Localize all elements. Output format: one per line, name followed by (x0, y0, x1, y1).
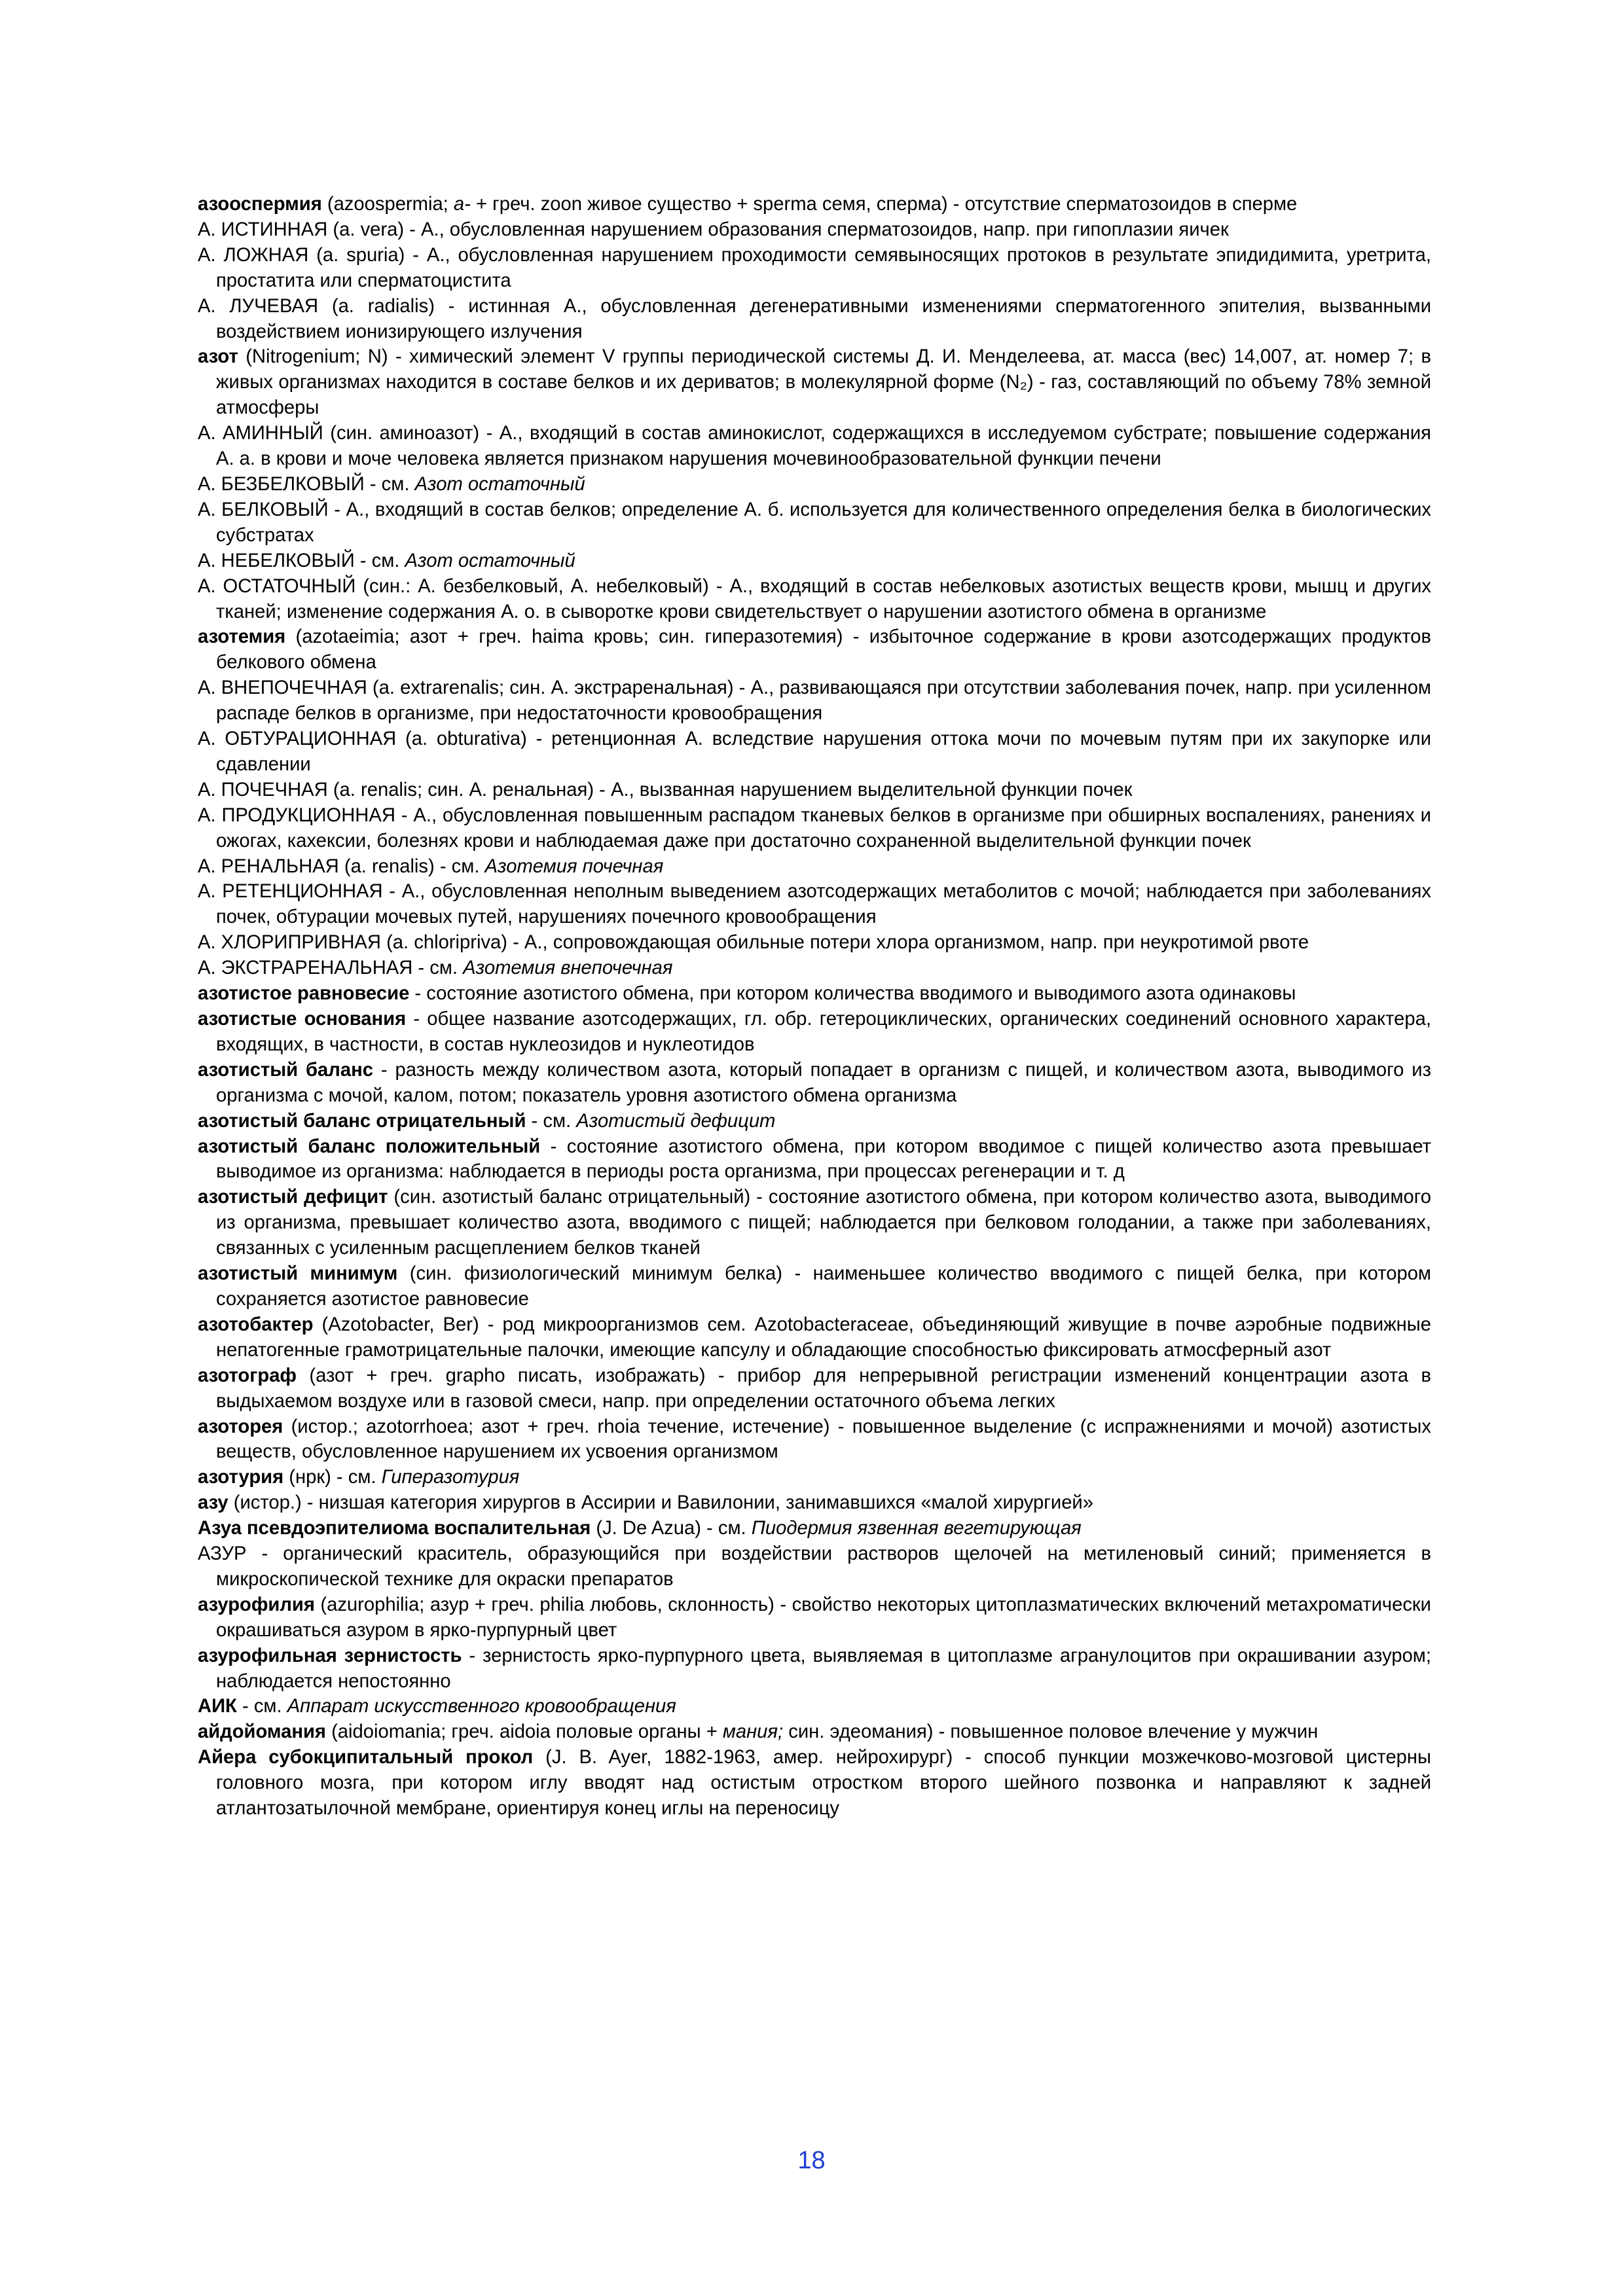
entry-text: (син. азотистый баланс отрицательный) - состояние азотистого обмена, при котором количество азота, выводимого из организма, превышает количество азота, вводимого с пищей; наблюдается при белковом голодании, а также при заболеваниях, связанных с усиленным расщеплением белков тканей (216, 1187, 1431, 1259)
dictionary-entry (198, 981, 1431, 1007)
entry-text: А. ОСТАТОЧНЫЙ (син.: А. безбелковый, А. небелковый) - А., входящий в состав небелковых азотистых веществ крови, мышц и других тканей; изменение содержания А. о. в сыворотке крови свидетельствует о нарушении азотистого обмена в организме (198, 575, 1431, 622)
entry-text: А. ЛОЖНАЯ (a. spuria) - А., обусловленная нарушением проходимости семявыносящих протоков в результате эпидидимита, уретрита, простатита или сперматоцистита (198, 244, 1431, 291)
dictionary-entry (198, 1694, 1431, 1719)
entry-text: А. ПОЧЕЧНАЯ (a. renalis; син. А. ренальная) - А., вызванная нарушением выделительной функции почек (198, 779, 1133, 800)
dictionary-entry (198, 548, 1431, 574)
entry-reference: Азотемия почечная (484, 855, 664, 877)
entry-term: азурофильная зернистость (198, 1645, 462, 1666)
entry-text: (azotaeimia; азот + греч. haima кровь; син. гиперазотемия) - избыточное содержание в крови азотсодержащих продуктов белкового обмена (216, 626, 1431, 673)
entry-term: азотистые основания (198, 1009, 407, 1030)
entry-reference: Азотемия внепочечная (463, 958, 673, 979)
entry-text: АЗУР - органический краситель, образующийся при воздействии растворов щелочей на метиленовый синий; применяется в микроскопической технике для окраски препаратов (198, 1543, 1431, 1590)
entry-term: азотобактер (198, 1314, 314, 1335)
entry-term: азотистый баланс (198, 1059, 373, 1081)
dictionary-entry (198, 1490, 1431, 1516)
entry-reference: а- (453, 194, 471, 215)
entry-term: Айера субокципитальный прокол (198, 1747, 534, 1768)
entry-text: А. ХЛОРИПРИВНАЯ (a. chloripriva) - А., сопровождающая обильные потери хлора организмом, напр. при неукротимой рвоте (198, 932, 1309, 954)
entry-term: азотистый минимум (198, 1263, 398, 1285)
entry-text: (aidoiomania; греч. aidoia половые органы + (325, 1721, 723, 1743)
entry-reference: мания; (722, 1721, 784, 1743)
entry-text: А. РЕНАЛЬНАЯ (a. renalis) - см. (198, 855, 485, 877)
dictionary-entry (198, 1541, 1431, 1592)
entry-list (198, 192, 1431, 1821)
dictionary-entry (198, 192, 1431, 217)
entry-text: А. РЕТЕНЦИОННАЯ - А., обусловленная неполным выведением азотсодержащих метаболитов с мочой; наблюдается при заболеваниях почек, обтурации мочевых путей, нарушениях почечного кровообращения (198, 881, 1431, 928)
dictionary-entry (198, 1592, 1431, 1643)
dictionary-entry (198, 930, 1431, 956)
dictionary-entry (198, 624, 1431, 675)
entry-text: (azurophilia; азур + греч. philia любовь, склонность) - свойство некоторых цитоплазматических включений метахроматически окрашиваться азуром в ярко-пурпурный цвет (216, 1594, 1431, 1641)
entry-term: азотемия (198, 626, 286, 648)
entry-term: азотистый баланс положительный (198, 1136, 541, 1157)
entry-text: А. ЭКСТРАРЕНАЛЬНАЯ - см. (198, 958, 464, 979)
dictionary-entry (198, 217, 1431, 243)
dictionary-entry (198, 1719, 1431, 1745)
entry-text: А. АМИННЫЙ (син. аминоазот) - А., входящий в состав аминокислот, содержащихся в исследуемом субстрате; повышение содержания А. а. в крови и моче человека является признаком нарушения мочевинообразовательной функции печени (198, 423, 1431, 470)
entry-text: А. ПРОДУКЦИОННАЯ - А., обусловленная повышенным распадом тканевых белков в организме при обширных воспалениях, ранениях и ожогах, кахексии, болезнях крови и наблюдаемая даже при достаточно сохраненной выделительной функции почек (198, 804, 1431, 852)
dictionary-entry (198, 1261, 1431, 1312)
entry-reference: Пиодермия язвенная вегетирующая (751, 1518, 1082, 1539)
entry-term: азотистый баланс отрицательный (198, 1110, 526, 1132)
dictionary-entry (198, 1007, 1431, 1058)
entry-text: А. НЕБЕЛКОВЫЙ - см. (198, 550, 405, 571)
entry-text: (Azotobacter, Ber) - род микроорганизмов сем. Azotobacteraceae, объединяющий живущие в почве аэробные подвижные непатогенные грамотрицательные палочки, имеющие капсулу и обладающие способностью фиксировать атмосферный азот (216, 1314, 1431, 1361)
dictionary-entry (198, 1058, 1431, 1109)
entry-term: айдойомания (198, 1721, 326, 1743)
entry-term: Азуа псевдоэпителиома воспалительная (198, 1518, 591, 1539)
entry-term: азооспермия (198, 194, 322, 215)
entry-term: азоторея (198, 1416, 283, 1437)
entry-text: (J. B. Ayer, 1882-1963, амер. нейрохирург) - способ пункции мозжечково-мозговой цистерны головного мозга, при котором иглу вводят над остистым отростком второго шейного позвонка и направляют к задней атлантозатылочной мембране, ориентируя конец иглы на переносицу (216, 1747, 1432, 1820)
entry-text: (истор.; azotorrhoea; азот + греч. rhoia течение, истечение) - повышенное выделение (с испражнениями и мочой) азотистых веществ, обусловленное нарушением их усвоения организмом (216, 1416, 1431, 1463)
entry-text: - см. (526, 1110, 577, 1132)
dictionary-entry (198, 1134, 1431, 1185)
dictionary-entry (198, 1363, 1431, 1414)
dictionary-entry (198, 243, 1431, 294)
dictionary-entry (198, 1745, 1431, 1821)
dictionary-entry (198, 1312, 1431, 1363)
dictionary-entry (198, 879, 1431, 930)
entry-term: азотистый дефицит (198, 1187, 388, 1208)
dictionary-entry (198, 803, 1431, 854)
dictionary-entry (198, 675, 1431, 726)
entry-text: - см. (236, 1696, 287, 1717)
entry-text: (J. De Azua) - см. (591, 1518, 752, 1539)
dictionary-entry (198, 726, 1431, 778)
dictionary-entry (198, 778, 1431, 803)
entry-term: азу (198, 1492, 228, 1514)
entry-text: - зернистость ярко-пурпурного цвета, выявляемая в цитоплазме агранулоцитов при окрашивании азуром; наблюдается непостоянно (216, 1645, 1431, 1692)
entry-term: азурофилия (198, 1594, 315, 1615)
entry-text: (азот + греч. grapho писать, изображать) - прибор для непрерывной регистрации изменений концентрации азота в выдыхаемом воздухе или в газовой смеси, напр. при определении остаточного объема легких (216, 1365, 1431, 1412)
entry-term: азотистое равновесие (198, 983, 410, 1005)
dictionary-entry (198, 1185, 1431, 1261)
entry-reference: Азот остаточный (414, 473, 585, 495)
entry-text-continued: + греч. zoon живое существо + sperma семя, сперма) - отсутствие сперматозоидов в сперме (470, 194, 1298, 215)
dictionary-entry (198, 1109, 1431, 1134)
dictionary-entry (198, 1643, 1431, 1695)
entry-text: А. БЕЗБЕЛКОВЫЙ - см. (198, 473, 415, 495)
entry-term: АИК (198, 1696, 237, 1717)
entry-term: азотограф (198, 1365, 297, 1386)
entry-reference: Аппарат искусственного кровообращения (287, 1696, 676, 1717)
entry-text: - общее название азотсодержащих, гл. обр. гетероциклических, органических соединений основного характера, входящих, в частности, в состав нуклеозидов и нуклеотидов (216, 1009, 1431, 1055)
dictionary-entry (198, 574, 1431, 625)
entry-text: А. БЕЛКОВЫЙ - А., входящий в состав белков; определение А. б. используется для количественного определения белка в биологических субстратах (198, 499, 1431, 546)
entry-text: - разность между количеством азота, который попадает в организм с пищей, и количеством азота, выводимого из организма с мочой, калом, потом; показатель уровня азотистого обмена организма (216, 1059, 1431, 1106)
dictionary-entry (198, 294, 1431, 345)
dictionary-entry (198, 421, 1431, 472)
entry-text: (Nitrogenium; N) - химический элемент V группы периодической системы Д. И. Менделеева, ат. масса (вес) 14,007, ат. номер 7; в живых организмах находится в составе белков и их дериватов; в молекулярной форме (N₂) - газ, составляющий по объему 78% земной атмосферы (216, 346, 1431, 419)
page-number: 18 (797, 2147, 826, 2174)
entry-text: (истор.) - низшая категория хирургов в Ассирии и Вавилонии, занимавшихся «малой хирургией» (228, 1492, 1093, 1514)
entry-text: (нрк) - см. (283, 1467, 382, 1488)
dictionary-entry (198, 1465, 1431, 1490)
entry-text: А. ЛУЧЕВАЯ (a. radialis) - истинная А., обусловленная дегенеративными изменениями сперматогенного эпителия, вызванными воздействием ионизирующего излучения (198, 295, 1431, 342)
entry-reference: Гиперазотурия (381, 1467, 520, 1488)
dictionary-entry (198, 1414, 1431, 1465)
entry-text: - состояние азотистого обмена, при котором количества вводимого и выводимого азота одинаковы (409, 983, 1296, 1005)
dictionary-entry (198, 1516, 1431, 1541)
entry-term: азотурия (198, 1467, 284, 1488)
entry-text: А. ОБТУРАЦИОННАЯ (a. obturativa) - ретенционная А. вследствие нарушения оттока мочи по мочевым путям при их закупорке или сдавлении (198, 728, 1431, 775)
dictionary-entry (198, 344, 1431, 421)
entry-text: (син. физиологический минимум белка) - наименьшее количество вводимого с пищей белка, при котором сохраняется азотистое равновесие (216, 1263, 1431, 1310)
entry-term: азот (198, 346, 238, 368)
entry-text: (azoospermia; (321, 194, 454, 215)
dictionary-entry (198, 472, 1431, 497)
entry-reference: Азотистый дефицит (576, 1110, 776, 1132)
dictionary-entry (198, 854, 1431, 880)
dictionary-entry (198, 497, 1431, 548)
entry-text-continued: син. эдеомания) - повышенное половое влечение у мужчин (783, 1721, 1319, 1743)
entry-text: - состояние азотистого обмена, при котором вводимое с пищей количество азота превышает выводимое из организма: наблюдается в периоды роста организма, при процессах регенерации и т. д (216, 1136, 1431, 1183)
dictionary-entry (198, 956, 1431, 981)
entry-text: А. ВНЕПОЧЕЧНАЯ (a. extrarenalis; син. А. экстраренальная) - А., развивающаяся при отсутствии заболевания почек, напр. при усиленном распаде белков в организме, при недостаточности кровообращения (198, 677, 1431, 725)
entry-text: А. ИСТИННАЯ (a. vera) - А., обусловленная нарушением образования сперматозоидов, напр. при гипоплазии яичек (198, 219, 1229, 240)
entry-reference: Азот остаточный (405, 550, 575, 571)
